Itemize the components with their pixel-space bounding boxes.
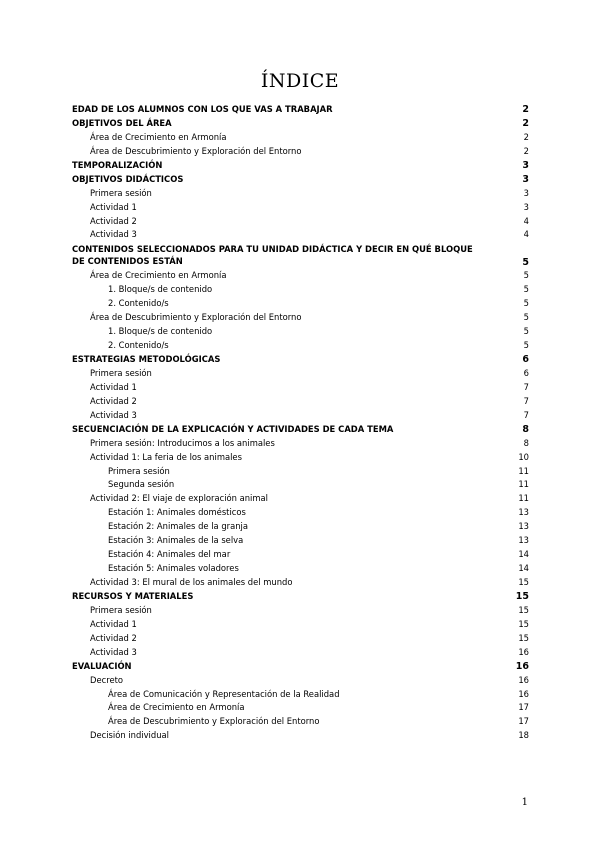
toc-entry-page: 5 xyxy=(523,326,529,337)
toc-entry-page: 11 xyxy=(518,465,529,476)
toc-entry[interactable] xyxy=(72,674,529,688)
toc-entry-label: Estación 2: Animales de la granja xyxy=(108,521,248,532)
toc-entry-label: 1. Bloque/s de contenido xyxy=(108,326,213,337)
toc-entry[interactable] xyxy=(72,297,529,311)
toc-entry[interactable] xyxy=(72,187,529,201)
toc-entry-page: 13 xyxy=(518,535,529,546)
toc-entry[interactable] xyxy=(72,646,529,660)
toc-entry[interactable] xyxy=(72,618,529,632)
toc-entry-page: 3 xyxy=(523,187,529,198)
toc-entry[interactable] xyxy=(72,367,529,381)
toc-entry[interactable] xyxy=(72,117,529,131)
toc-entry[interactable] xyxy=(72,660,529,674)
toc-entry[interactable] xyxy=(72,228,529,242)
toc-entry-label: TEMPORALIZACIÓN xyxy=(72,159,163,170)
toc-entry[interactable] xyxy=(72,688,529,702)
toc-entry-label: Área de Crecimiento en Armonía xyxy=(90,131,227,142)
toc-entry[interactable] xyxy=(72,325,529,339)
toc-entry-page: 5 xyxy=(523,284,529,295)
toc-entry[interactable] xyxy=(72,339,529,353)
toc-entry-page: 15 xyxy=(515,590,529,602)
toc-entry[interactable] xyxy=(72,131,529,145)
toc-entry[interactable] xyxy=(72,576,529,590)
toc-entry[interactable] xyxy=(72,103,529,117)
toc-entry[interactable] xyxy=(72,562,529,576)
toc-entry-page: 2 xyxy=(522,117,529,129)
toc-entry[interactable] xyxy=(72,159,529,173)
toc-entry-label: Primera sesión xyxy=(108,465,170,476)
toc-entry-label: Área de Descubrimiento y Exploración del Entorno xyxy=(108,716,320,727)
toc-entry-page: 2 xyxy=(523,145,529,156)
toc-entry[interactable] xyxy=(72,590,529,604)
toc-entry-page: 7 xyxy=(523,381,529,392)
toc-entry-page: 7 xyxy=(523,395,529,406)
toc-entry-label: Actividad 3 xyxy=(90,229,137,240)
toc-entry-page: 14 xyxy=(518,563,529,574)
toc-entry-page: 6 xyxy=(522,354,529,365)
toc-entry[interactable] xyxy=(72,353,529,367)
toc-entry-label: RECURSOS Y MATERIALES xyxy=(72,590,194,601)
toc-entry-page: 2 xyxy=(523,131,529,142)
toc-entry-label: 2. Contenido/s xyxy=(108,298,169,309)
toc-entry-label: SECUENCIACIÓN DE LA EXPLICACIÓN Y ACTIVIDADES DE CADA TEMA xyxy=(72,423,394,434)
toc-entry-page: 7 xyxy=(523,409,529,420)
toc-entry-label: Estación 4: Animales del mar xyxy=(108,549,231,560)
toc-entry[interactable] xyxy=(72,715,529,729)
toc-entry-label: Actividad 1 xyxy=(90,618,137,629)
toc-entry-page: 5 xyxy=(522,257,529,269)
toc-entry-label: Actividad 2 xyxy=(90,215,137,226)
toc-entry-label: Área de Crecimiento en Armonía xyxy=(108,702,245,713)
toc-entry-page: 17 xyxy=(518,716,529,727)
toc-entry-page: 16 xyxy=(515,660,529,672)
toc-entry-page: 10 xyxy=(518,451,529,462)
toc-entry-label: Actividad 1 xyxy=(90,381,137,392)
toc-entry-label: Segunda sesión xyxy=(108,479,175,490)
toc-entry-label: Actividad 3 xyxy=(90,409,137,420)
toc-entry[interactable] xyxy=(72,283,529,297)
toc-entry-label: OBJETIVOS DIDÁCTICOS xyxy=(72,173,184,184)
toc-entry-page: 3 xyxy=(522,173,529,185)
toc-entry-page: 4 xyxy=(523,215,529,226)
toc-entry-label: OBJETIVOS DEL ÁREA xyxy=(72,117,172,128)
toc-entry-page: 3 xyxy=(522,159,529,171)
toc-entry-label: Estación 3: Animales de la selva xyxy=(108,535,244,546)
toc-entry-page: 15 xyxy=(518,618,529,629)
toc-entry-label: Área de Descubrimiento y Exploración del Entorno xyxy=(90,145,302,156)
toc-entry[interactable] xyxy=(72,381,529,395)
toc-entry-page: 17 xyxy=(518,702,529,713)
page-number: 1 xyxy=(521,797,528,808)
toc-entry[interactable] xyxy=(72,145,529,159)
toc-entry-page: 5 xyxy=(523,340,529,351)
toc-entry-label: Área de Crecimiento en Armonía xyxy=(90,270,227,281)
toc-entry[interactable] xyxy=(72,437,529,451)
toc-entry-page: 6 xyxy=(523,367,529,378)
toc-entry-page: 3 xyxy=(523,201,529,212)
toc-entry-page: 8 xyxy=(522,423,529,435)
toc-entry-page: 15 xyxy=(518,604,529,615)
toc-entry-label: Decisión individual xyxy=(90,730,169,741)
toc-entry[interactable] xyxy=(72,409,529,423)
toc-entry-label: 1. Bloque/s de contenido xyxy=(108,284,213,295)
toc-entry-label: Actividad 1: La feria de los animales xyxy=(90,451,242,462)
toc-entry-page: 4 xyxy=(523,229,529,240)
toc-entry-label: CONTENIDOS SELECCIONADOS PARA TU UNIDAD DIDÁCTICA Y DECIR EN QUÉ BLOQUE DE CONTENIDOS ESTÁN xyxy=(72,244,473,267)
toc-entry-label: Primera sesión: Introducimos a los animales xyxy=(90,437,275,448)
toc-entry[interactable] xyxy=(72,465,529,479)
toc-entry[interactable] xyxy=(72,604,529,618)
toc-entry-label: Decreto xyxy=(90,674,124,685)
toc-entry-label: Estación 1: Animales domésticos xyxy=(108,507,246,518)
toc-entry-label: EDAD DE LOS ALUMNOS CON LOS QUE VAS A TRABAJAR xyxy=(72,104,333,114)
toc-entry-label: Actividad 1 xyxy=(90,201,137,212)
toc-entry-page: 16 xyxy=(518,688,529,699)
toc-entry-label: Área de Descubrimiento y Exploración del Entorno xyxy=(90,312,302,323)
toc-entry[interactable] xyxy=(72,451,529,465)
toc-entry-label: Primera sesión xyxy=(90,187,152,198)
toc-entry-page: 13 xyxy=(518,507,529,518)
toc-entry-page: 16 xyxy=(518,646,529,657)
toc-entry-label: Primera sesión xyxy=(90,604,152,615)
toc-entry-label: Actividad 3: El mural de los animales del mundo xyxy=(90,577,293,587)
toc-entry[interactable] xyxy=(72,269,529,283)
toc-entry[interactable] xyxy=(72,632,529,646)
toc-entry[interactable] xyxy=(72,478,529,492)
toc-entry[interactable] xyxy=(72,242,529,269)
toc-entry-label: EVALUACIÓN xyxy=(72,660,132,671)
toc-entry[interactable] xyxy=(72,395,529,409)
toc-entry[interactable] xyxy=(72,311,529,325)
toc-entry-label: Actividad 2 xyxy=(90,632,137,643)
toc-entry-page: 16 xyxy=(518,674,529,685)
toc-entry[interactable] xyxy=(72,520,529,534)
toc-entry-label: ESTRATEGIAS METODOLÓGICAS xyxy=(72,354,221,364)
toc-entry[interactable] xyxy=(72,701,529,715)
toc-entry-label: Actividad 2 xyxy=(90,395,137,406)
toc-entry-label: 2. Contenido/s xyxy=(108,340,169,351)
toc-entry-page: 15 xyxy=(518,577,529,587)
toc-entry[interactable] xyxy=(72,215,529,229)
toc-entry-page: 14 xyxy=(518,549,529,560)
toc-entry[interactable] xyxy=(72,534,529,548)
toc-entry[interactable] xyxy=(72,548,529,562)
toc-entry[interactable] xyxy=(72,492,529,506)
toc-entry[interactable] xyxy=(72,506,529,520)
toc-entry[interactable] xyxy=(72,173,529,187)
toc-entry-label: Actividad 3 xyxy=(90,646,137,657)
toc-entry-page: 11 xyxy=(518,493,529,504)
toc-entry-page: 5 xyxy=(523,312,529,323)
toc-entry-page: 2 xyxy=(522,104,529,115)
toc-entry-page: 5 xyxy=(523,298,529,309)
table-of-contents xyxy=(72,103,529,743)
page-title: ÍNDICE xyxy=(260,70,340,92)
toc-entry[interactable] xyxy=(72,729,529,743)
toc-entry-page: 15 xyxy=(518,632,529,643)
toc-entry[interactable] xyxy=(72,423,529,437)
toc-entry-label: Primera sesión xyxy=(90,367,152,378)
toc-entry-label: Área de Comunicación y Representación de la Realidad xyxy=(108,688,340,699)
toc-entry-page: 5 xyxy=(523,270,529,281)
toc-entry[interactable] xyxy=(72,201,529,215)
toc-entry-page: 8 xyxy=(523,437,529,448)
toc-entry-page: 18 xyxy=(518,730,529,741)
toc-entry-label: Estación 5: Animales voladores xyxy=(108,563,239,574)
toc-entry-page: 13 xyxy=(518,521,529,532)
toc-entry-label: Actividad 2: El viaje de exploración animal xyxy=(90,493,269,504)
toc-entry-page: 11 xyxy=(518,479,529,490)
